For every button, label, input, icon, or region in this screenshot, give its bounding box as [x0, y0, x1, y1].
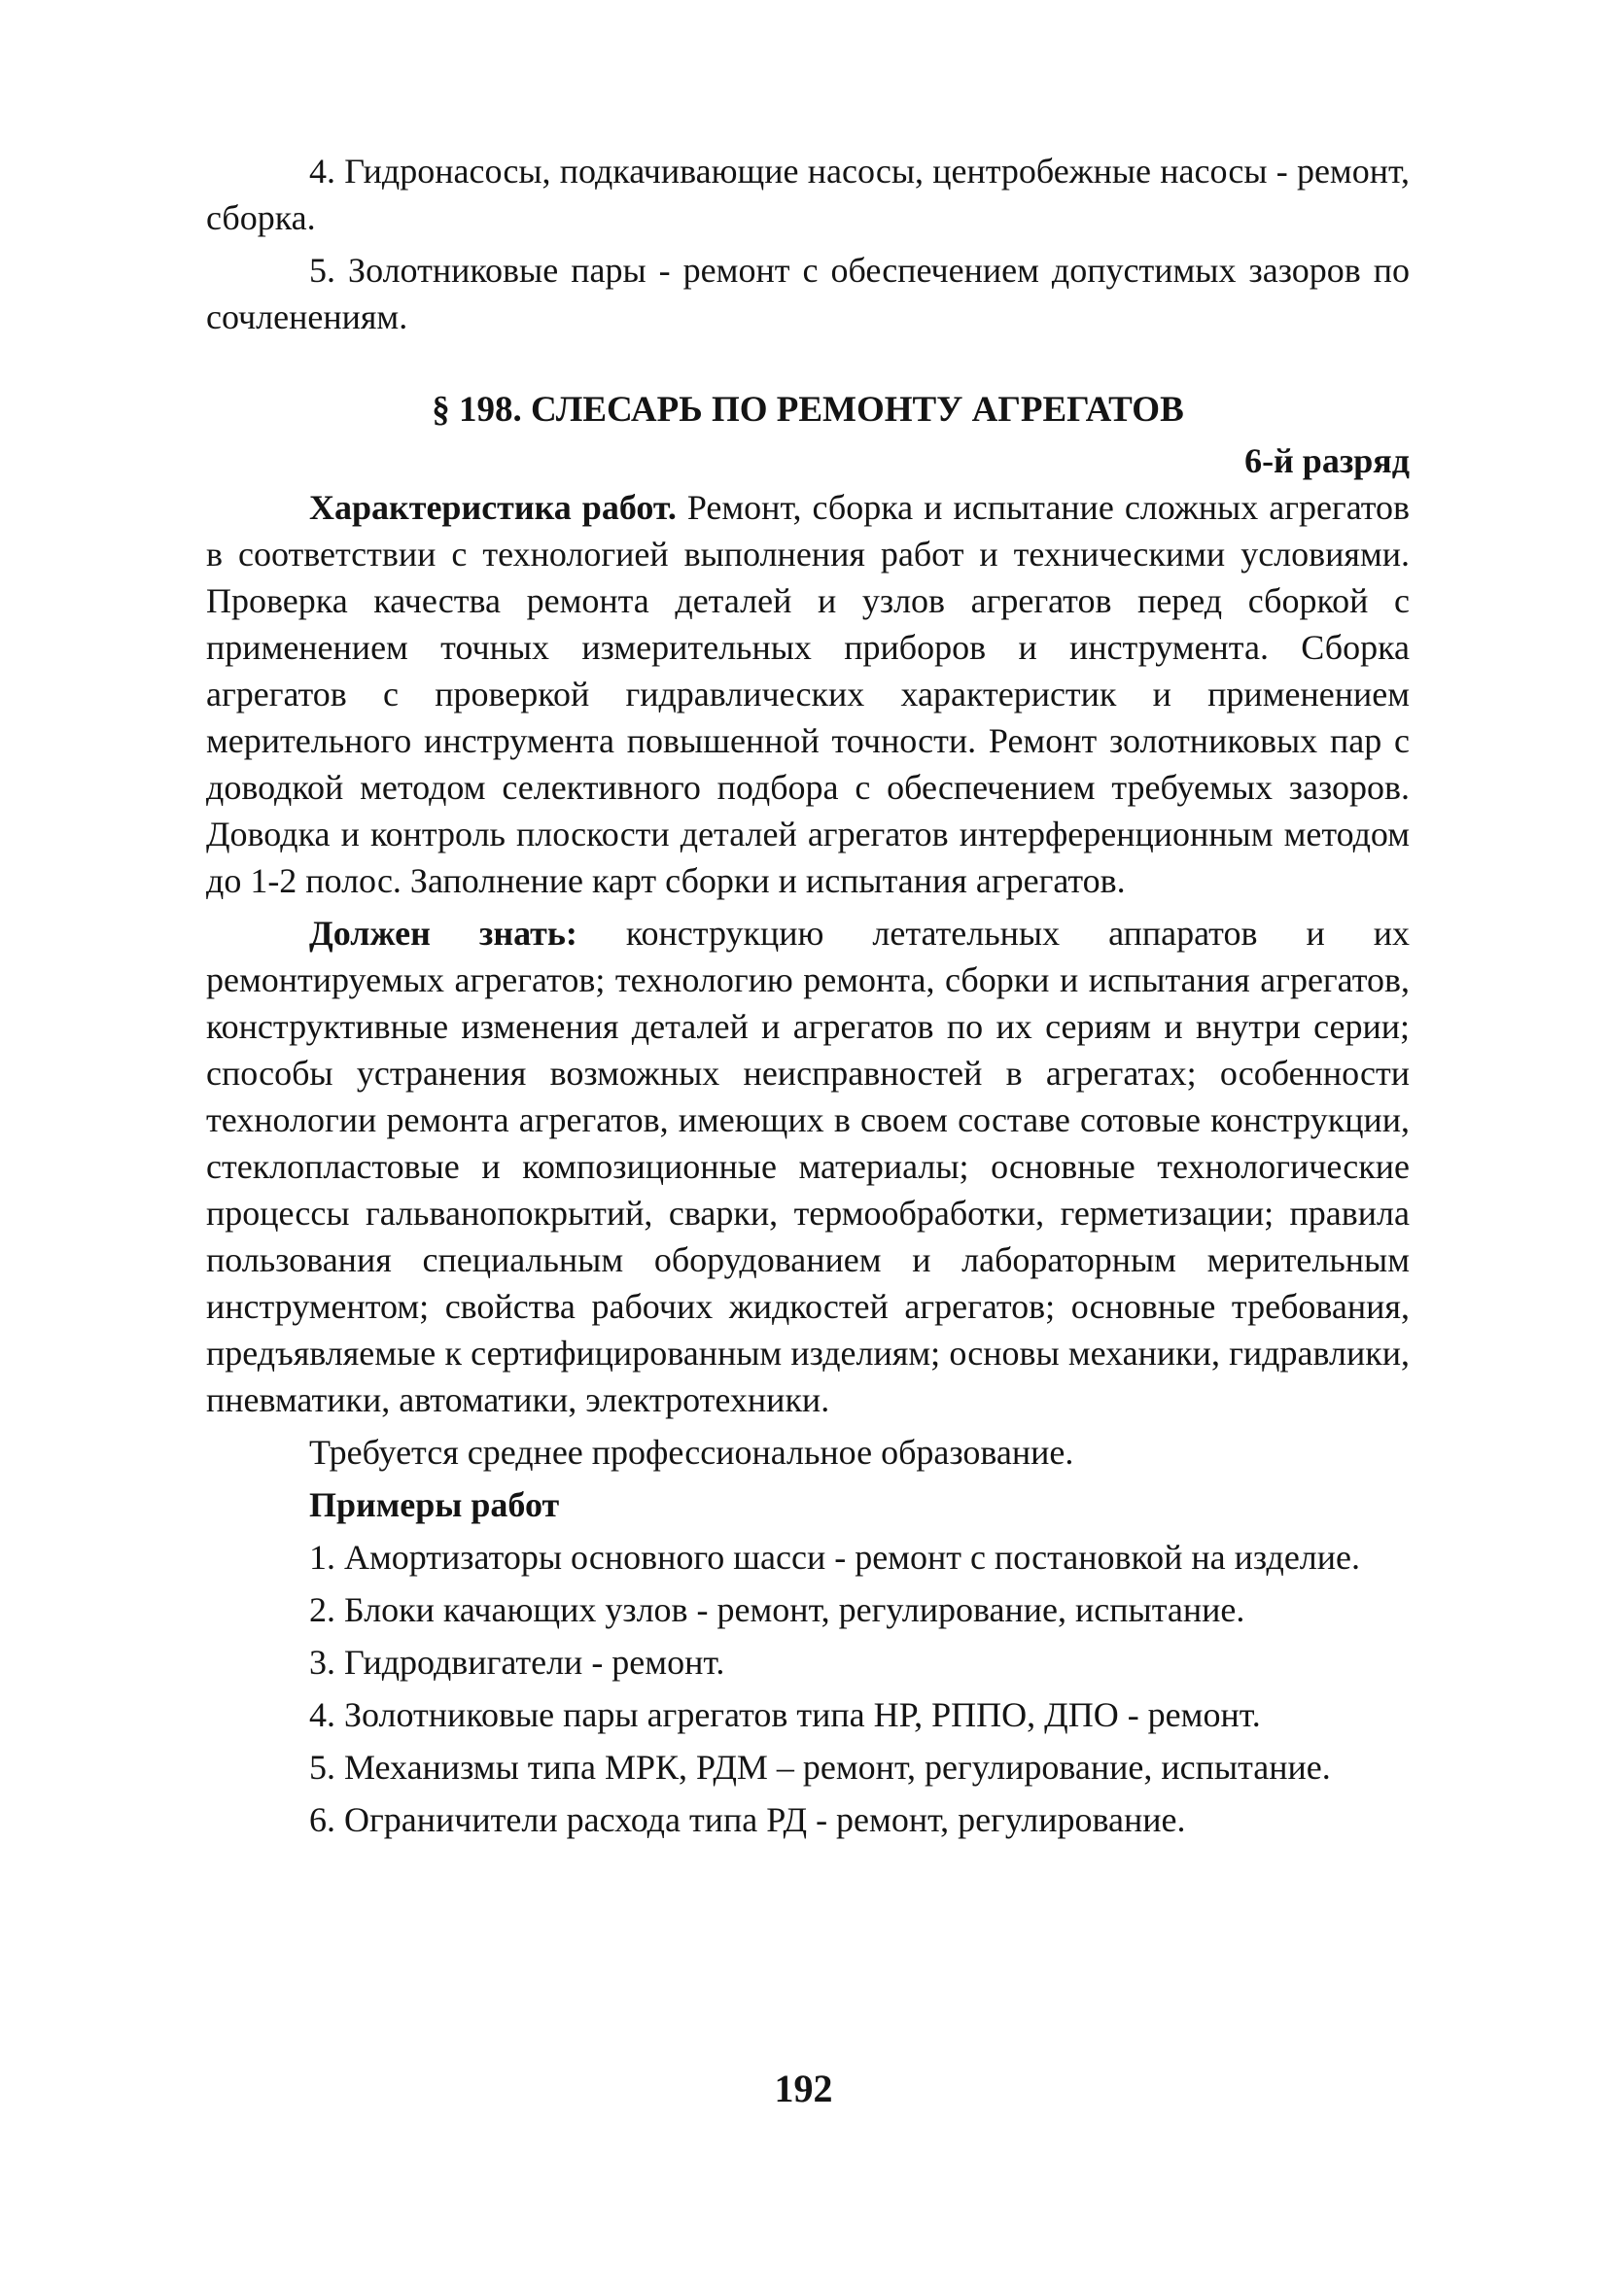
section-title: § 198. СЛЕСАРЬ ПО РЕМОНТУ АГРЕГАТОВ — [432, 390, 1184, 430]
prev-example-item: 4. Гидронасосы, подкачивающие насосы, центробежные насосы - ремонт, сборка. — [206, 152, 1410, 237]
example-item: 1. Амортизаторы основного шасси - ремонт с постановкой на изделие. — [309, 1538, 1361, 1577]
example-item: 6. Ограничители расхода типа РД - ремонт, регулирование. — [309, 1800, 1186, 1839]
knowledge-text: конструкцию летательных аппаратов и их ремонтируемых агрегатов; технологию ремонта, сборки и испытания агрегатов, конструктивные изменения деталей и агрегатов по их сериям и внутри серии; способы устранения возможных неисправностей в агрегатах; особенности технологии ремонта агрегатов, имеющих в своем составе сотовые конструкции, стеклопластовые и композиционные материалы; основные технологические процессы гальванопокрытий, сварки, термообработки, герметизации; правила пользования специальным оборудованием и лабораторным мерительным инструментом; свойства рабочих жидкостей агрегатов; основные требования, предъявляемые к сертифицированным изделиям; основы механики, гидравлики, пневматики, автоматики, электротехники. — [206, 914, 1410, 1419]
example-item: 5. Механизмы типа МРК, РДМ – ремонт, регулирование, испытание. — [309, 1748, 1331, 1787]
grade-label: 6-й разряд — [1244, 441, 1410, 480]
education-requirement: Требуется среднее профессиональное образование. — [309, 1433, 1074, 1472]
example-item: 4. Золотниковые пары агрегатов типа НР, РППО, ДПО - ремонт. — [309, 1695, 1261, 1734]
page-number: 192 — [774, 2067, 833, 2110]
characteristic-text: Ремонт, сборка и испытание сложных агрегатов в соответствии с технологией выполнения работ и техническими условиями. Проверка качества ремонта деталей и узлов агрегатов перед сборкой с применением точных измерительных приборов и инструмента. Сборка агрегатов с проверкой гидравлических характеристик и применением мерительного инструмента повышенной точности. Ремонт золотниковых пар с доводкой методом селективного подбора с обеспечением требуемых зазоров. Доводка и контроль плоскости деталей агрегатов интерференционным методом до 1-2 полос. Заполнение карт сборки и испытания агрегатов. — [206, 488, 1410, 900]
example-item: 3. Гидродвигатели - ремонт. — [309, 1643, 725, 1682]
characteristic-paragraph — [206, 484, 1410, 904]
knowledge-label: Должен знать: — [309, 914, 577, 953]
knowledge-paragraph — [206, 910, 1410, 1423]
page-body — [206, 148, 1410, 1843]
examples-heading: Примеры работ — [309, 1485, 560, 1524]
characteristic-label: Характеристика работ. — [309, 488, 677, 527]
prev-example-item: 5. Золотниковые пары - ремонт с обеспечением допустимых зазоров по сочленениям. — [206, 251, 1410, 336]
example-item: 2. Блоки качающих узлов - ремонт, регулирование, испытание. — [309, 1590, 1245, 1629]
